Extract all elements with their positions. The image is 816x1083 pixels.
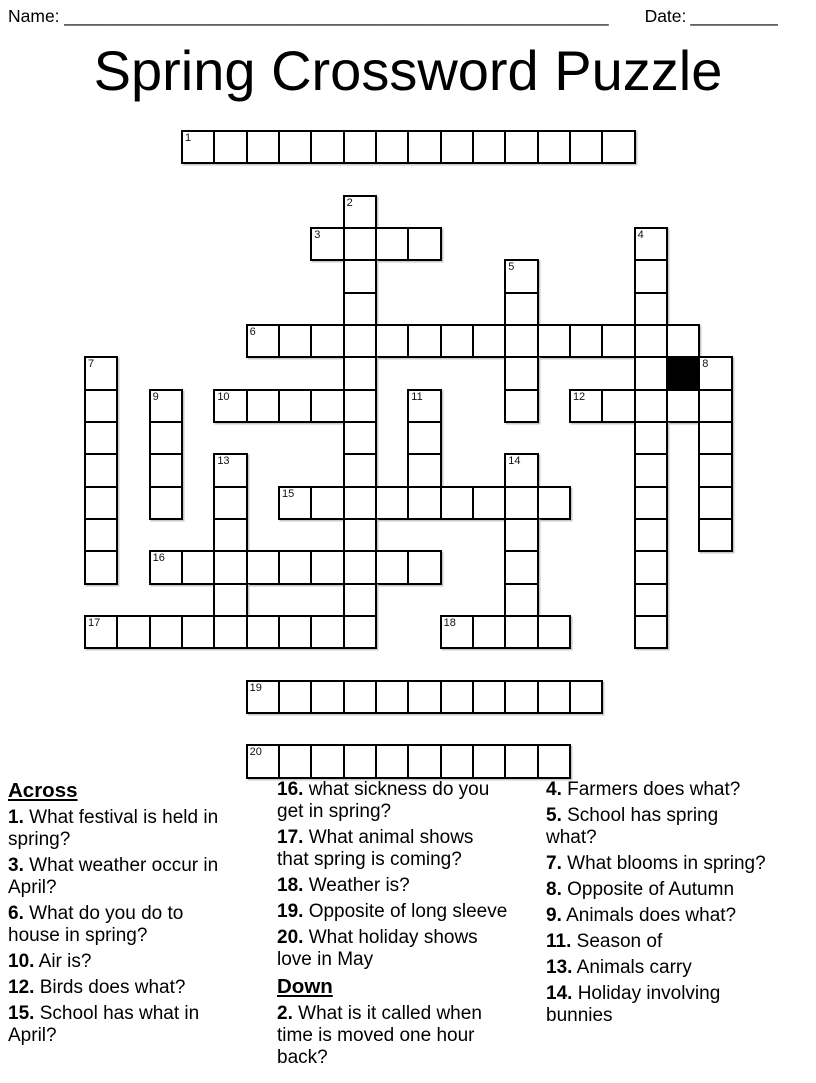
cell-number: 11 [411,390,423,403]
crossword-cell[interactable] [246,389,280,423]
clue-number: 13. [546,957,573,978]
crossword-cell[interactable] [537,615,571,649]
cell-number: 4 [637,228,644,241]
crossword-cell[interactable] [407,389,441,423]
cell-number: 3 [314,228,321,241]
clue-number: 8. [546,879,562,900]
crossword-cell[interactable] [343,195,377,229]
crossword-cell[interactable] [278,615,312,649]
crossword-cell[interactable] [407,227,441,261]
crossword-cell[interactable] [278,486,312,520]
cell-number: 7 [88,358,95,371]
clue: 20. What holiday shows love in May [277,927,478,970]
crossword-cell[interactable] [116,615,150,649]
crossword-cell[interactable] [472,324,506,358]
crossword-cell[interactable] [472,486,506,520]
crossword-cell[interactable] [698,421,732,455]
crossword-cell[interactable] [375,130,409,164]
crossword-cell[interactable] [698,486,732,520]
name-blank-line[interactable]: ________________________________________________________ [63,6,609,26]
crossword-cell[interactable] [278,680,312,714]
crossword-cell[interactable] [343,518,377,552]
crossword-cell[interactable] [343,421,377,455]
crossword-cell[interactable] [634,583,668,617]
clue-number: 7. [546,853,562,874]
clue-column [546,779,810,1031]
crossword-cell[interactable] [407,421,441,455]
clue-number: 15. [8,1003,35,1024]
crossword-cell[interactable] [278,130,312,164]
crossword-cell[interactable] [149,453,183,487]
clue-number: 1. [8,807,24,828]
crossword-cell[interactable] [213,518,247,552]
crossword-cell[interactable] [310,615,344,649]
clue: 2. What is it called when time is moved one hour back? [277,1003,482,1068]
cell-number: 10 [217,390,230,403]
clue-number: 2. [277,1003,293,1024]
date-blank-line[interactable]: _________ [690,6,778,26]
clue-number: 14. [546,983,573,1004]
crossword-cell[interactable] [246,744,280,778]
crossword-cell[interactable] [213,389,247,423]
crossword-cell[interactable] [213,486,247,520]
crossword-cell[interactable] [472,130,506,164]
cell-number: 5 [508,261,515,274]
crossword-cell[interactable] [343,583,377,617]
crossword-cell[interactable] [84,615,118,649]
cell-number: 14 [508,455,521,468]
clue: 3. What weather occur in April? [8,855,219,898]
clue-number: 4. [546,779,562,800]
crossword-cell[interactable] [343,486,377,520]
crossword-cell[interactable] [504,324,538,358]
clue-column [8,779,270,1051]
cell-number: 2 [346,196,353,209]
cell-number: 20 [249,746,262,759]
crossword-cell[interactable] [634,292,668,326]
crossword-cell[interactable] [666,389,700,423]
crossword-cell[interactable] [698,518,732,552]
crossword-cell[interactable] [440,615,474,649]
crossword-cell[interactable] [407,744,441,778]
crossword-cell[interactable] [246,615,280,649]
crossword-cell[interactable] [246,550,280,584]
crossword-cell[interactable] [634,615,668,649]
cell-number: 13 [217,455,230,468]
clue: 18. Weather is? [277,875,410,896]
crossword-cell[interactable] [569,324,603,358]
cell-number: 19 [249,681,262,694]
cell-number: 12 [572,390,586,403]
clue-section-header: Across [8,779,78,802]
crossword-cell[interactable] [343,259,377,293]
crossword-cell[interactable] [472,744,506,778]
crossword-cell[interactable] [634,518,668,552]
crossword-cell[interactable] [537,130,571,164]
crossword-cell[interactable] [569,389,603,423]
crossword-cell[interactable] [375,744,409,778]
crossword-cell[interactable] [634,324,668,358]
crossword-cell[interactable] [601,324,635,358]
date-label: Date: [644,6,687,26]
crossword-grid [84,130,734,780]
crossword-cell[interactable] [278,389,312,423]
crossword-cell[interactable] [537,680,571,714]
crossword-cell[interactable] [343,356,377,390]
clue: 17. What animal shows that spring is coming? [277,827,474,870]
clue: 15. School has what in April? [8,1003,200,1046]
crossword-cell[interactable] [634,389,668,423]
name-label: Name: [8,6,60,26]
clue: 9. Animals does what? [546,905,737,926]
crossword-cell[interactable] [310,130,344,164]
clue-number: 12. [8,977,35,998]
crossword-cell[interactable] [84,453,118,487]
crossword-cell[interactable] [310,744,344,778]
crossword-cell[interactable] [181,130,215,164]
clue-number: 9. [546,905,562,926]
crossword-cell[interactable] [472,680,506,714]
clue-number: 18. [277,875,304,896]
crossword-cell[interactable] [698,453,732,487]
crossword-cell[interactable] [343,615,377,649]
crossword-cell[interactable] [634,259,668,293]
crossword-cell[interactable] [504,518,538,552]
crossword-cell[interactable] [601,130,635,164]
crossword-cell[interactable] [634,550,668,584]
clue: 16. what sickness do you get in spring? [277,779,490,822]
crossword-cell[interactable] [149,486,183,520]
clue-number: 16. [277,779,304,800]
crossword-cell[interactable] [504,680,538,714]
crossword-cell[interactable] [440,744,474,778]
cell-number: 8 [702,358,709,371]
crossword-cell[interactable] [343,130,377,164]
crossword-cell[interactable] [375,227,409,261]
crossword-cell[interactable] [310,486,344,520]
crossword-cell[interactable] [343,324,377,358]
crossword-cell[interactable] [407,130,441,164]
crossword-cell[interactable] [375,680,409,714]
crossword-cell[interactable] [440,324,474,358]
crossword-cell[interactable] [504,130,538,164]
crossword-cell[interactable] [407,324,441,358]
crossword-cell[interactable] [504,389,538,423]
crossword-cell[interactable] [569,680,603,714]
clue-column [277,779,543,1073]
header-row [8,6,778,27]
crossword-cell[interactable] [504,356,538,390]
cell-number: 15 [281,487,295,500]
crossword-cell[interactable] [84,356,118,390]
crossword-cell[interactable] [343,292,377,326]
crossword-cell[interactable] [246,130,280,164]
cell-number: 16 [152,552,165,565]
clue-number: 20. [277,927,304,948]
crossword-cell[interactable] [343,680,377,714]
crossword-cell[interactable] [472,615,506,649]
crossword-cell[interactable] [504,744,538,778]
clue: 7. What blooms in spring? [546,853,766,874]
crossword-cell[interactable] [310,550,344,584]
cell-number: 1 [184,132,192,144]
crossword-cell[interactable] [407,486,441,520]
crossword-cell[interactable] [213,130,247,164]
crossword-cell[interactable] [246,680,280,714]
crossword-cell[interactable] [343,453,377,487]
crossword-cell[interactable] [504,583,538,617]
crossword-cell[interactable] [601,389,635,423]
crossword-cell[interactable] [246,324,280,358]
crossword-cell[interactable] [213,453,247,487]
crossword-cell[interactable] [149,615,183,649]
crossword-cell[interactable] [310,324,344,358]
clue: 14. Holiday involving bunnies [546,983,721,1026]
crossword-cell[interactable] [634,356,668,390]
crossword-cell[interactable] [181,615,215,649]
crossword-cell[interactable] [343,389,377,423]
crossword-cell[interactable] [440,130,474,164]
clue-number: 6. [8,903,24,924]
clue-number: 19. [277,901,304,922]
crossword-cell[interactable] [504,615,538,649]
clue: 1. What festival is held in spring? [8,807,219,850]
clue: 10. Air is? [8,951,92,972]
clue-section-header: Down [277,975,333,998]
crossword-cell[interactable] [181,550,215,584]
clue: 13. Animals carry [546,957,692,978]
crossword-cell[interactable] [537,324,571,358]
crossword-cell[interactable] [698,356,732,390]
crossword-cell[interactable] [84,421,118,455]
crossword-cell[interactable] [504,292,538,326]
crossword-cell[interactable] [149,389,183,423]
clue: 12. Birds does what? [8,977,186,998]
crossword-cell[interactable] [504,486,538,520]
clue: 8. Opposite of Autumn [546,879,735,900]
crossword-cell[interactable] [407,550,441,584]
date-group [645,6,778,27]
crossword-cell[interactable] [343,550,377,584]
name-group [8,6,609,27]
crossword-cell[interactable] [569,130,603,164]
crossword-cell[interactable] [666,324,700,358]
crossword-cell[interactable] [375,486,409,520]
crossword-cell[interactable] [634,486,668,520]
cell-number: 6 [249,325,256,338]
crossword-cell[interactable] [310,680,344,714]
crossword-cell[interactable] [634,453,668,487]
crossword-cell[interactable] [84,486,118,520]
crossword-cell[interactable] [407,453,441,487]
crossword-cell[interactable] [375,324,409,358]
clue: 4. Farmers does what? [546,779,741,800]
crossword-cell[interactable] [537,486,571,520]
crossword-cell[interactable] [504,453,538,487]
crossword-cell[interactable] [278,744,312,778]
black-cell [666,356,700,390]
crossword-cell[interactable] [278,324,312,358]
clue: 5. School has spring what? [546,805,719,848]
crossword-cell[interactable] [149,550,183,584]
crossword-cell[interactable] [213,583,247,617]
crossword-cell[interactable] [84,389,118,423]
crossword-cell[interactable] [375,550,409,584]
crossword-cell[interactable] [634,421,668,455]
crossword-cell[interactable] [310,389,344,423]
clue-number: 10. [8,951,35,972]
clue: 6. What do you do to house in spring? [8,903,184,946]
crossword-cell[interactable] [213,615,247,649]
crossword-cell[interactable] [504,259,538,293]
crossword-cell[interactable] [407,680,441,714]
crossword-cell[interactable] [84,518,118,552]
clue-number: 11. [546,931,572,952]
clue: 19. Opposite of long sleeve [277,901,508,922]
cell-number: 17 [88,616,101,629]
clue-number: 5. [546,805,562,826]
clue-number: 3. [8,855,24,876]
clue-number: 17. [277,827,304,848]
crossword-cell[interactable] [84,550,118,584]
crossword-cell[interactable] [310,227,344,261]
crossword-cell[interactable] [698,389,732,423]
crossword-cell[interactable] [504,550,538,584]
crossword-cell[interactable] [149,421,183,455]
cell-number: 9 [152,390,159,403]
crossword-cell[interactable] [537,744,571,778]
crossword-cell[interactable] [213,550,247,584]
crossword-cell[interactable] [440,680,474,714]
crossword-cell[interactable] [343,227,377,261]
clue: 11. Season of [546,931,663,952]
cell-number: 18 [443,616,456,629]
crossword-cell[interactable] [343,744,377,778]
crossword-cell[interactable] [634,227,668,261]
crossword-cell[interactable] [278,550,312,584]
crossword-cell[interactable] [440,486,474,520]
page-title: Spring Crossword Puzzle [93,39,723,102]
